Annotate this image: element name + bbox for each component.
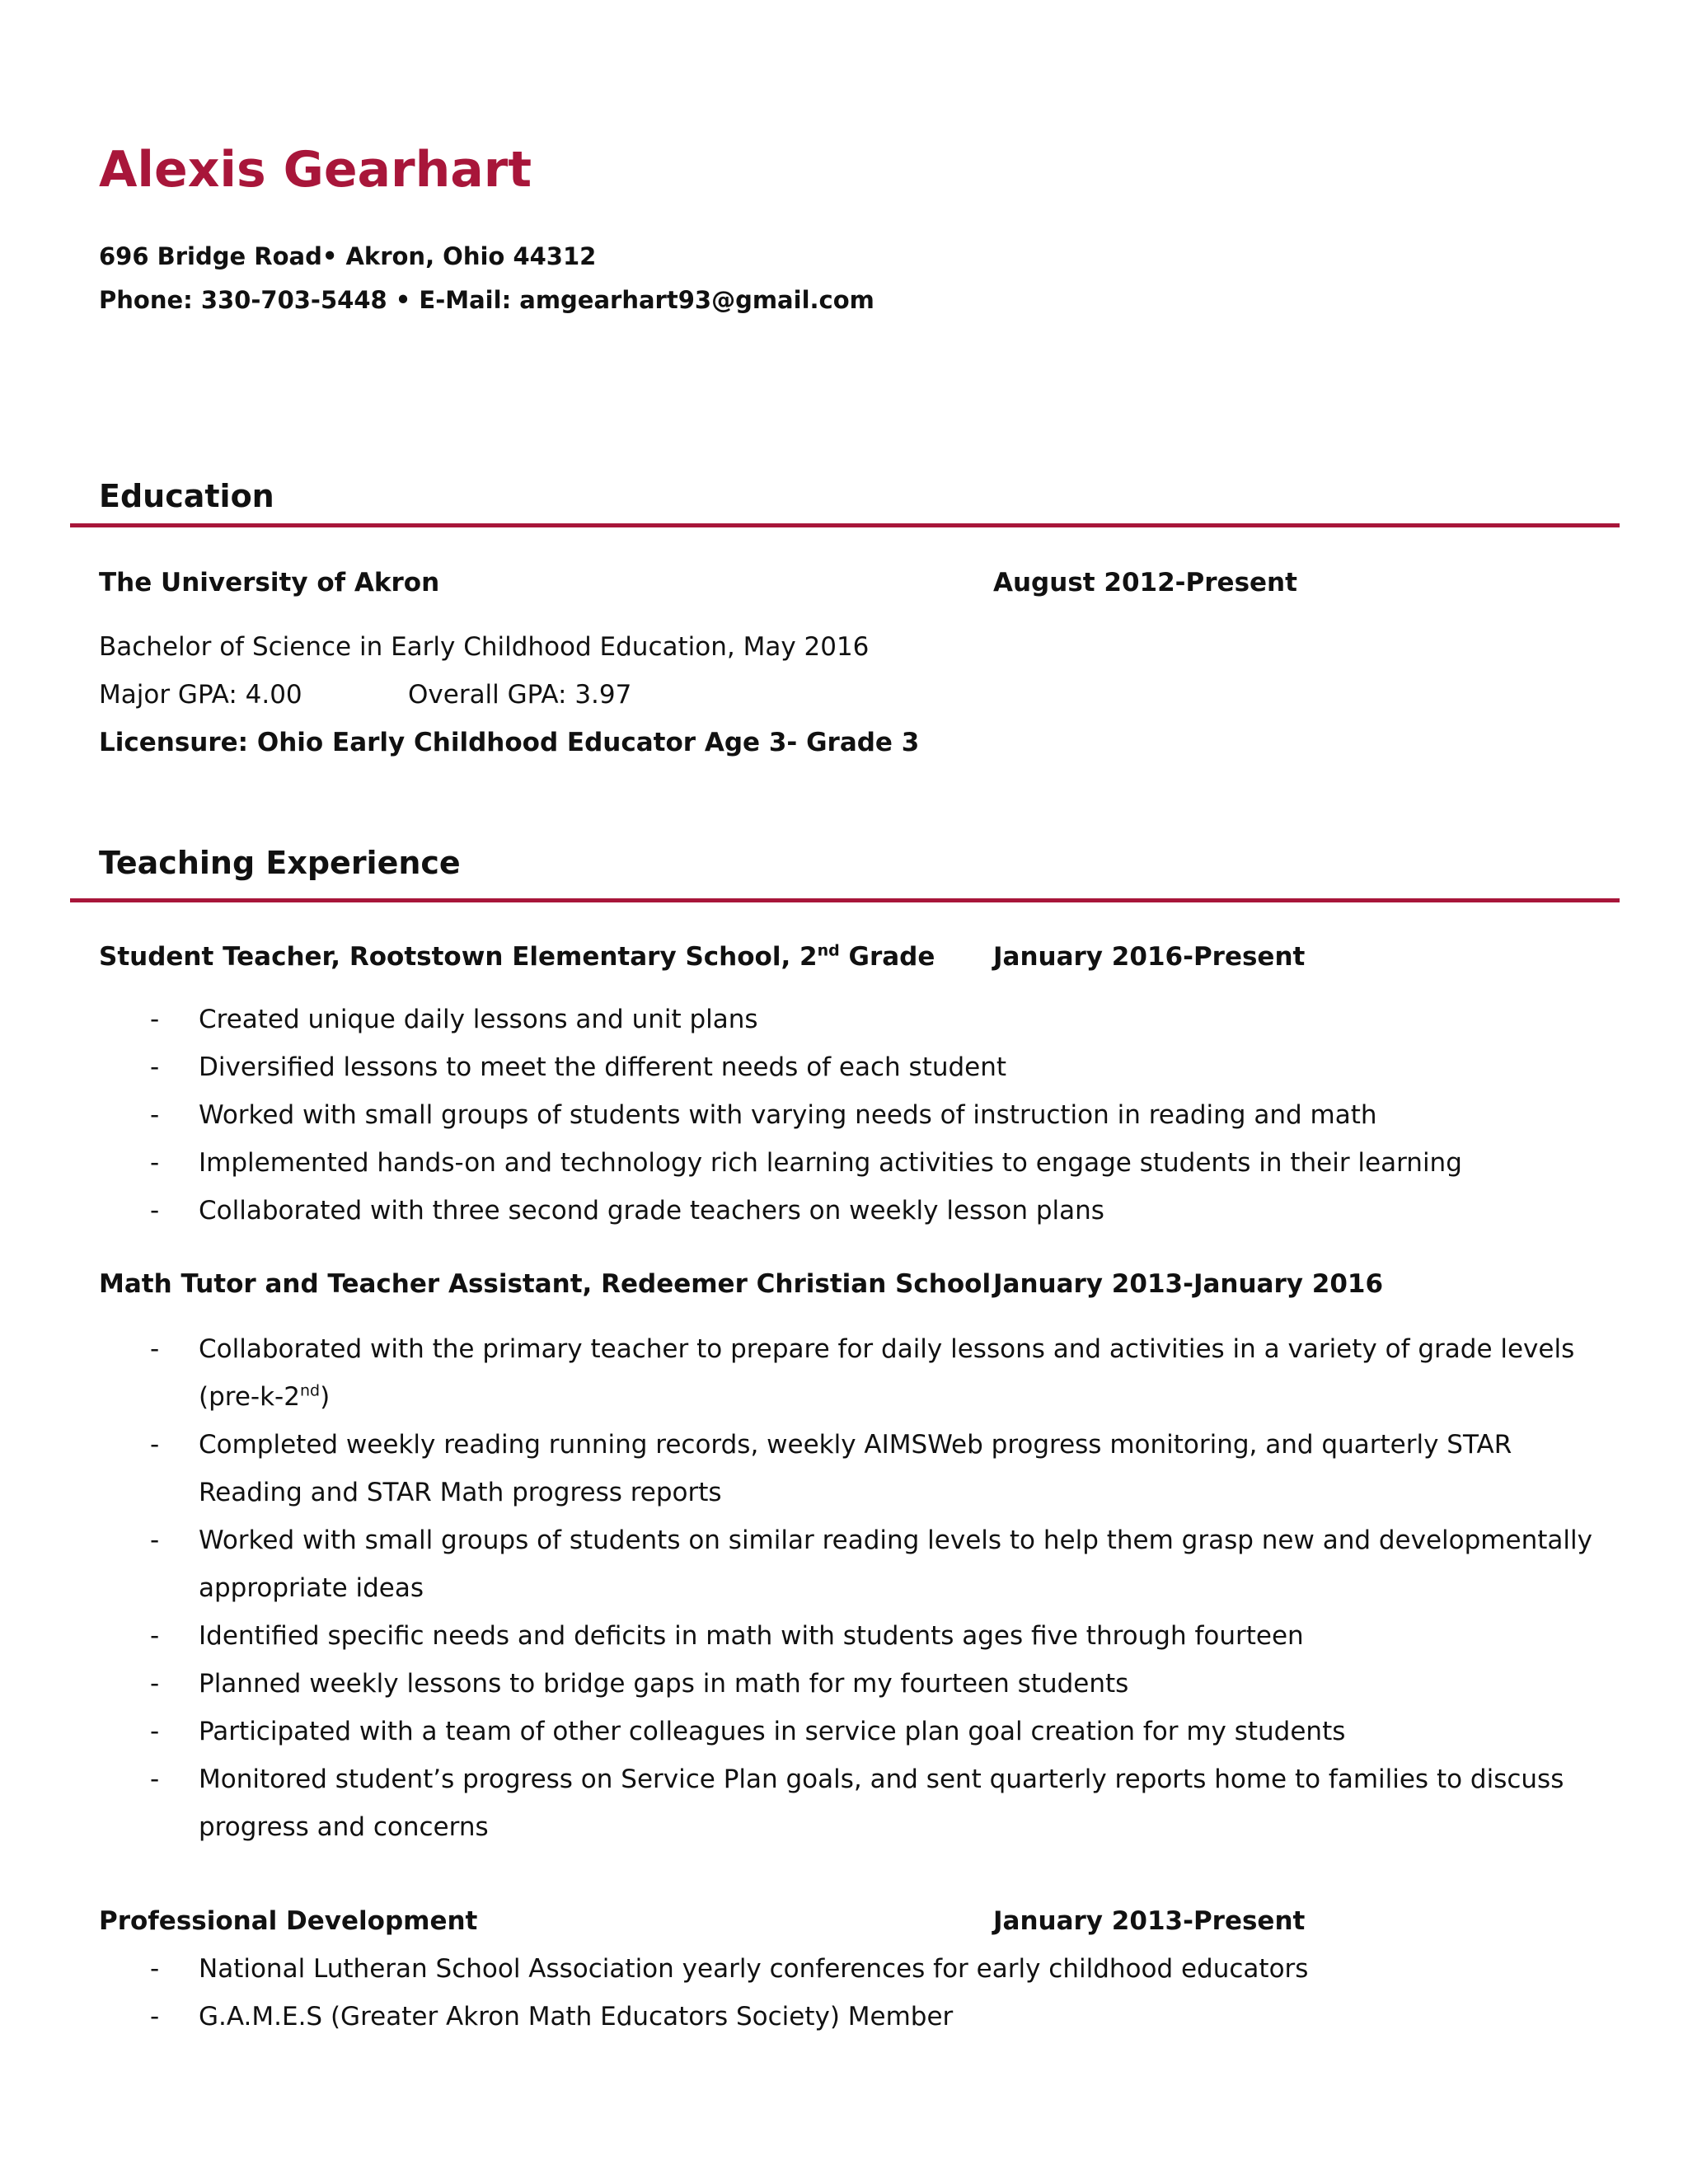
bullet-item: Created unique daily lessons and unit plans: [199, 1005, 758, 1034]
bullet-item: Implemented hands-on and technology rich learning activities to engage students in their learning: [199, 1148, 1462, 1178]
bullet-item: Worked with small groups of students on similar reading levels to help them grasp new and developmentally appropriate ideas: [199, 1526, 1592, 1603]
bullet-item: Worked with small groups of students with varying needs of instruction in reading and math: [199, 1100, 1377, 1130]
licensure-line: Licensure: Ohio Early Childhood Educator Age 3- Grade 3: [99, 728, 920, 757]
education-date: August 2012-Present: [993, 568, 1297, 598]
bullet-marker: -: [150, 1765, 160, 1794]
major-gpa: Major GPA: 4.00: [99, 680, 302, 710]
experience-heading: Teaching Experience: [99, 845, 461, 881]
bullet-marker: -: [150, 1148, 160, 1178]
bullet-item: Planned weekly lessons to bridge gaps in math for my fourteen students: [199, 1669, 1129, 1699]
job-date-math-tutor: January 2013-January 2016: [993, 1269, 1384, 1299]
address-line: 696 Bridge Road• Akron, Ohio 44312: [99, 242, 597, 270]
job-date-student-teacher: January 2016-Present: [993, 942, 1306, 972]
bullet-marker: -: [150, 1430, 160, 1460]
professional-development-title: Professional Development: [99, 1906, 478, 1936]
job-title-student-teacher: Student Teacher, Rootstown Elementary School, 2nd Grade: [99, 941, 935, 972]
bullet-marker: -: [150, 1526, 160, 1555]
bullet-item: Identified specific needs and deficits in math with students ages five through fourteen: [199, 1621, 1304, 1651]
bullet-marker: -: [150, 1005, 160, 1034]
professional-development-date: January 2013-Present: [993, 1906, 1306, 1936]
candidate-name: Alexis Gearhart: [99, 141, 532, 199]
bullet-item: Monitored student’s progress on Service Plan goals, and sent quarterly reports home to families to discuss progress and concerns: [199, 1765, 1564, 1842]
bullet-item: Collaborated with the primary teacher to prepare for daily lessons and activities in a variety of grade levels (pre-k-2nd): [199, 1334, 1575, 1412]
bullet-item: Collaborated with three second grade teachers on weekly lesson plans: [199, 1196, 1104, 1226]
bullet-marker: -: [150, 1717, 160, 1746]
contact-line: Phone: 330-703-5448 • E-Mail: amgearhart93@gmail.com: [99, 286, 874, 314]
education-heading: Education: [99, 478, 274, 514]
bullet-marker: -: [150, 1669, 160, 1699]
bullet-marker: -: [150, 1196, 160, 1226]
bullet-item: National Lutheran School Association yearly conferences for early childhood educators: [199, 1954, 1309, 1984]
bullet-marker: -: [150, 1954, 160, 1984]
bullet-marker: -: [150, 1052, 160, 1082]
degree-line: Bachelor of Science in Early Childhood Education, May 2016: [99, 632, 870, 662]
overall-gpa: Overall GPA: 3.97: [408, 680, 632, 710]
bullet-item: Diversified lessons to meet the different needs of each student: [199, 1052, 1007, 1082]
bullet-item: G.A.M.E.S (Greater Akron Math Educators Society) Member: [199, 2002, 954, 2032]
bullet-marker: -: [150, 1621, 160, 1651]
bullet-marker: -: [150, 1100, 160, 1130]
bullet-marker: -: [150, 2002, 160, 2032]
bullet-item: Completed weekly reading running records, weekly AIMSWeb progress monitoring, and quarterly STAR Reading and STAR Math progress reports: [199, 1430, 1512, 1507]
experience-divider: [70, 898, 1620, 902]
bullet-item: Participated with a team of other colleagues in service plan goal creation for my students: [199, 1717, 1346, 1746]
job-title-math-tutor: Math Tutor and Teacher Assistant, Redeemer Christian School: [99, 1269, 992, 1299]
education-divider: [70, 523, 1620, 527]
school-name: The University of Akron: [99, 568, 440, 598]
bullet-marker: -: [150, 1334, 160, 1364]
